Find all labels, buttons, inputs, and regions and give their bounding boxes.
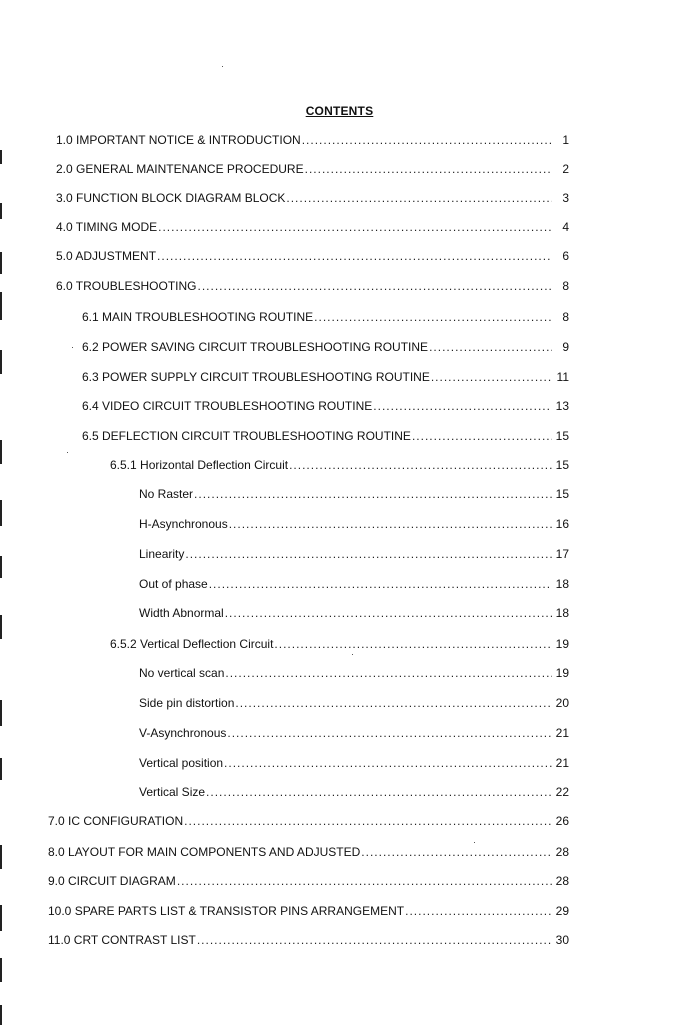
- scan-mark: [0, 556, 2, 578]
- toc-entry-label: 1.0 IMPORTANT NOTICE & INTRODUCTION: [56, 133, 301, 147]
- dot-leader: [157, 249, 552, 263]
- toc-entry-page: 30: [555, 933, 569, 947]
- toc-entry-page: 21: [555, 726, 569, 740]
- toc-entry: [139, 756, 569, 770]
- scan-speck: [352, 654, 353, 655]
- toc-entry-page: 9: [562, 340, 569, 354]
- scan-mark: [0, 1005, 2, 1025]
- toc-entry: [139, 726, 569, 740]
- toc-entry: [139, 606, 569, 620]
- toc-entry: [139, 785, 569, 799]
- toc-entry: [82, 310, 569, 324]
- dot-leader: [412, 429, 552, 443]
- toc-entry: [139, 487, 569, 501]
- dot-leader: [302, 133, 552, 147]
- dot-leader: [185, 547, 552, 561]
- toc-entry-page: 18: [555, 577, 569, 591]
- toc-entry-label: V-Asynchronous: [139, 726, 227, 740]
- toc-entry-label: Width Abnormal: [139, 606, 224, 620]
- scan-speck: [72, 347, 73, 348]
- toc-entry: [139, 696, 569, 710]
- toc-entry: [56, 220, 569, 234]
- toc-entry-label: No Raster: [139, 487, 194, 501]
- toc-entry-page: 29: [555, 904, 569, 918]
- toc-entry-page: 6: [562, 249, 569, 263]
- scan-mark: [0, 905, 2, 931]
- toc-entry-label: 5.0 ADJUSTMENT: [56, 249, 157, 263]
- dot-leader: [274, 637, 552, 651]
- toc-entry: [56, 133, 569, 147]
- toc-entry-page: 13: [555, 399, 569, 413]
- toc-entry-page: 3: [562, 191, 569, 205]
- scan-mark: [0, 150, 2, 164]
- toc-entry-page: 20: [555, 696, 569, 710]
- toc-entry: [48, 874, 569, 888]
- toc-entry-label: 6.3 POWER SUPPLY CIRCUIT TROUBLESHOOTING ROUTINE: [82, 370, 430, 384]
- toc-entry-label: 6.2 POWER SAVING CIRCUIT TROUBLESHOOTING ROUTINE: [82, 340, 429, 354]
- dot-leader: [405, 904, 552, 918]
- scan-mark: [0, 292, 2, 320]
- toc-entry-label: Out of phase: [139, 577, 208, 591]
- dot-leader: [227, 726, 552, 740]
- scan-mark: [0, 758, 2, 780]
- toc-entry: [48, 845, 569, 859]
- toc-entry-label: 2.0 GENERAL MAINTENANCE PROCEDURE: [56, 162, 304, 176]
- dot-leader: [289, 458, 552, 472]
- toc-entry-page: 4: [562, 220, 569, 234]
- dot-leader: [194, 487, 552, 501]
- scan-mark: [0, 203, 2, 219]
- toc-entry-label: 6.5.2 Vertical Deflection Circuit: [110, 637, 274, 651]
- toc-entry-label: 7.0 IC CONFIGURATION: [48, 814, 184, 828]
- page-title: CONTENTS: [305, 104, 374, 118]
- dot-leader: [429, 340, 552, 354]
- dot-leader: [197, 933, 552, 947]
- toc-entry-label: 8.0 LAYOUT FOR MAIN COMPONENTS AND ADJUSTED: [48, 845, 361, 859]
- dot-leader: [224, 756, 552, 770]
- toc-entry-page: 19: [555, 637, 569, 651]
- toc-entry: [139, 517, 569, 531]
- toc-entry-page: 11: [556, 370, 569, 384]
- dot-leader: [286, 191, 552, 205]
- dot-leader: [431, 370, 552, 384]
- toc-entry-label: 6.1 MAIN TROUBLESHOOTING ROUTINE: [82, 310, 314, 324]
- toc-entry-label: H-Asynchronous: [139, 517, 228, 531]
- toc-entry-label: 9.0 CIRCUIT DIAGRAM: [48, 874, 176, 888]
- toc-entry: [139, 577, 569, 591]
- dot-leader: [177, 874, 552, 888]
- toc-entry-page: 22: [555, 785, 569, 799]
- dot-leader: [225, 666, 552, 680]
- dot-leader: [229, 517, 552, 531]
- toc-entry-label: 4.0 TIMING MODE: [56, 220, 158, 234]
- toc-entry: [110, 637, 569, 651]
- scan-mark: [0, 440, 2, 464]
- toc-entry: [82, 370, 569, 384]
- toc-entry-page: 26: [555, 814, 569, 828]
- toc-entry-page: 2: [562, 162, 569, 176]
- toc-entry-label: No vertical scan: [139, 666, 225, 680]
- toc-entry-page: 8: [562, 279, 569, 293]
- scan-speck: [474, 842, 475, 843]
- dot-leader: [314, 310, 552, 324]
- dot-leader: [305, 162, 552, 176]
- toc-entry: [56, 279, 569, 293]
- toc-entry: [82, 399, 569, 413]
- scan-speck: [222, 66, 223, 67]
- dot-leader: [235, 696, 552, 710]
- toc-entry-page: 1: [562, 133, 569, 147]
- toc-entry-label: 10.0 SPARE PARTS LIST & TRANSISTOR PINS ARRANGEMENT: [48, 904, 405, 918]
- toc-entry-label: 6.4 VIDEO CIRCUIT TROUBLESHOOTING ROUTINE: [82, 399, 373, 413]
- toc-entry-label: 6.5 DEFLECTION CIRCUIT TROUBLESHOOTING ROUTINE: [82, 429, 411, 443]
- dot-leader: [361, 845, 552, 859]
- scan-mark: [0, 252, 2, 274]
- dot-leader: [209, 577, 552, 591]
- toc-entry: [82, 340, 569, 354]
- toc-entry-page: 18: [555, 606, 569, 620]
- toc-entry: [110, 458, 569, 472]
- toc-entry: [56, 162, 569, 176]
- scan-mark: [0, 615, 2, 639]
- toc-entry-page: 15: [555, 429, 569, 443]
- toc-entry: [48, 814, 569, 828]
- toc-entry: [139, 666, 569, 680]
- toc-entry-page: 28: [555, 874, 569, 888]
- toc-entry-page: 17: [555, 547, 569, 561]
- toc-entry-label: 3.0 FUNCTION BLOCK DIAGRAM BLOCK: [56, 191, 286, 205]
- dot-leader: [225, 606, 552, 620]
- scan-mark: [0, 500, 2, 526]
- scan-speck: [67, 452, 68, 453]
- toc-entry-page: 28: [555, 845, 569, 859]
- toc-entry: [139, 547, 569, 561]
- toc-entry: [48, 933, 569, 947]
- toc-entry-label: Vertical position: [139, 756, 224, 770]
- dot-leader: [184, 814, 552, 828]
- toc-entry-label: Linearity: [139, 547, 185, 561]
- toc-entry-label: Vertical Size: [139, 785, 206, 799]
- toc-entry-page: 15: [555, 458, 569, 472]
- toc-entry-page: 16: [555, 517, 569, 531]
- dot-leader: [158, 220, 552, 234]
- toc-entry: [48, 904, 569, 918]
- toc-entry-label: Side pin distortion: [139, 696, 235, 710]
- scan-mark: [0, 845, 2, 869]
- dot-leader: [206, 785, 552, 799]
- scan-mark: [0, 700, 2, 726]
- toc-entry: [56, 249, 569, 263]
- dot-leader: [197, 279, 552, 293]
- dot-leader: [373, 399, 552, 413]
- scan-mark: [0, 350, 2, 374]
- toc-entry-page: 8: [562, 310, 569, 324]
- toc-entry-label: 6.0 TROUBLESHOOTING: [56, 279, 197, 293]
- scan-mark: [0, 958, 2, 982]
- toc-entry-page: 15: [555, 487, 569, 501]
- toc-entry-label: 6.5.1 Horizontal Deflection Circuit: [110, 458, 289, 472]
- toc-entry-label: 11.0 CRT CONTRAST LIST: [48, 933, 196, 947]
- toc-entry: [56, 191, 569, 205]
- toc-entry-page: 21: [555, 756, 569, 770]
- toc-entry: [82, 429, 569, 443]
- toc-entry-page: 19: [555, 666, 569, 680]
